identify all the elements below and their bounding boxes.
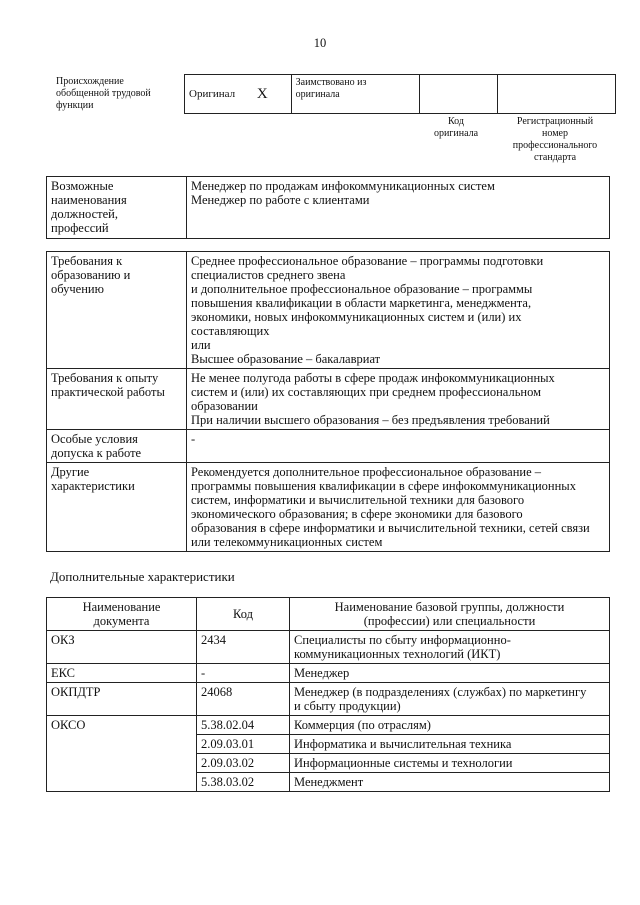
doc-cell: ОКЗ xyxy=(47,631,197,664)
code-cell: 2.09.03.01 xyxy=(197,735,290,754)
name-cell: Коммерция (по отраслям) xyxy=(290,716,610,735)
reg-number-cell xyxy=(498,75,616,114)
name-cell: Специалисты по сбыту информационно- коммуникационных технологий (ИКТ) xyxy=(290,631,610,664)
table-row xyxy=(47,716,610,735)
code-cell: 5.38.02.04 xyxy=(197,716,290,735)
name-cell: Менеджер xyxy=(290,664,610,683)
additional-header xyxy=(47,598,610,631)
header-code: Код xyxy=(197,598,290,631)
requirement-row-other xyxy=(47,463,610,552)
positions-table xyxy=(46,176,610,239)
header-document: Наименование документа xyxy=(47,598,197,631)
original-mark: X xyxy=(253,75,291,114)
name-cell: Информатика и вычислительная техника xyxy=(290,735,610,754)
name-cell: Менеджер (в подразделениях (службах) по маркетингу и сбыту продукции) xyxy=(290,683,610,716)
name-cell: Информационные системы и технологии xyxy=(290,754,610,773)
special-conditions-label: Особые условия допуска к работе xyxy=(47,430,187,463)
education-value: Среднее профессиональное образование – программы подготовки специалистов среднего звена и дополнительное профессиональное образование – программы повышения квалификации в области маркетинга, менеджмента, экономики, новых инфокоммуникационных систем и (или) их составляющих или Высшее образование – бакалавриат xyxy=(187,252,610,369)
other-characteristics-value: Рекомендуется дополнительное профессиональное образование – программы повышения квалификации в сфере инфокоммуникационных систем, информатики и вычислительной техники для базового экономического образования; в сфере экономики для базового образования в сфере информатики и вычислительной техники, сетей связи или телекоммуникационных систем xyxy=(187,463,610,552)
requirement-row-education xyxy=(47,252,610,369)
code-original-caption: Код оригинала xyxy=(433,116,479,139)
code-cell: - xyxy=(197,664,290,683)
page-number: 10 xyxy=(313,36,327,50)
borrowed-label: Заимствовано из оригинала xyxy=(291,75,419,114)
doc-cell: ЕКС xyxy=(47,664,197,683)
original-code-cell xyxy=(419,75,497,114)
reg-number-caption: Регистрационный номер профессионального стандарта xyxy=(512,116,598,163)
requirement-row-experience xyxy=(47,369,610,430)
table-row xyxy=(47,664,610,683)
header-name: Наименование базовой группы, должности (профессии) или специальности xyxy=(290,598,610,631)
original-label: Оригинал xyxy=(185,75,253,114)
education-label: Требования к образованию и обучению xyxy=(47,252,187,369)
experience-label: Требования к опыту практической работы xyxy=(47,369,187,430)
requirements-table xyxy=(46,251,610,552)
name-cell: Менеджмент xyxy=(290,773,610,792)
origin-table xyxy=(184,74,616,114)
table-row xyxy=(47,683,610,716)
additional-title: Дополнительные характеристики xyxy=(50,569,235,584)
code-cell: 2434 xyxy=(197,631,290,664)
code-cell: 24068 xyxy=(197,683,290,716)
additional-table xyxy=(46,597,610,792)
origin-label: Происхождение обобщенной трудовой функции xyxy=(56,76,151,111)
code-cell: 2.09.03.02 xyxy=(197,754,290,773)
positions-label: Возможные наименования должностей, профессий xyxy=(47,177,187,239)
code-cell: 5.38.03.02 xyxy=(197,773,290,792)
other-characteristics-label: Другие характеристики xyxy=(47,463,187,552)
special-conditions-value: - xyxy=(187,430,610,463)
doc-cell: ОКСО xyxy=(47,716,197,792)
requirement-row-special xyxy=(47,430,610,463)
doc-cell: ОКПДТР xyxy=(47,683,197,716)
experience-value: Не менее полугода работы в сфере продаж инфокоммуникационных систем и (или) их составляющих при среднем профессиональном образовании При наличии высшего образования – без предъявления требований xyxy=(187,369,610,430)
table-row xyxy=(47,631,610,664)
positions-values: Менеджер по продажам инфокоммуникационных систем Менеджер по работе с клиентами xyxy=(187,177,610,239)
